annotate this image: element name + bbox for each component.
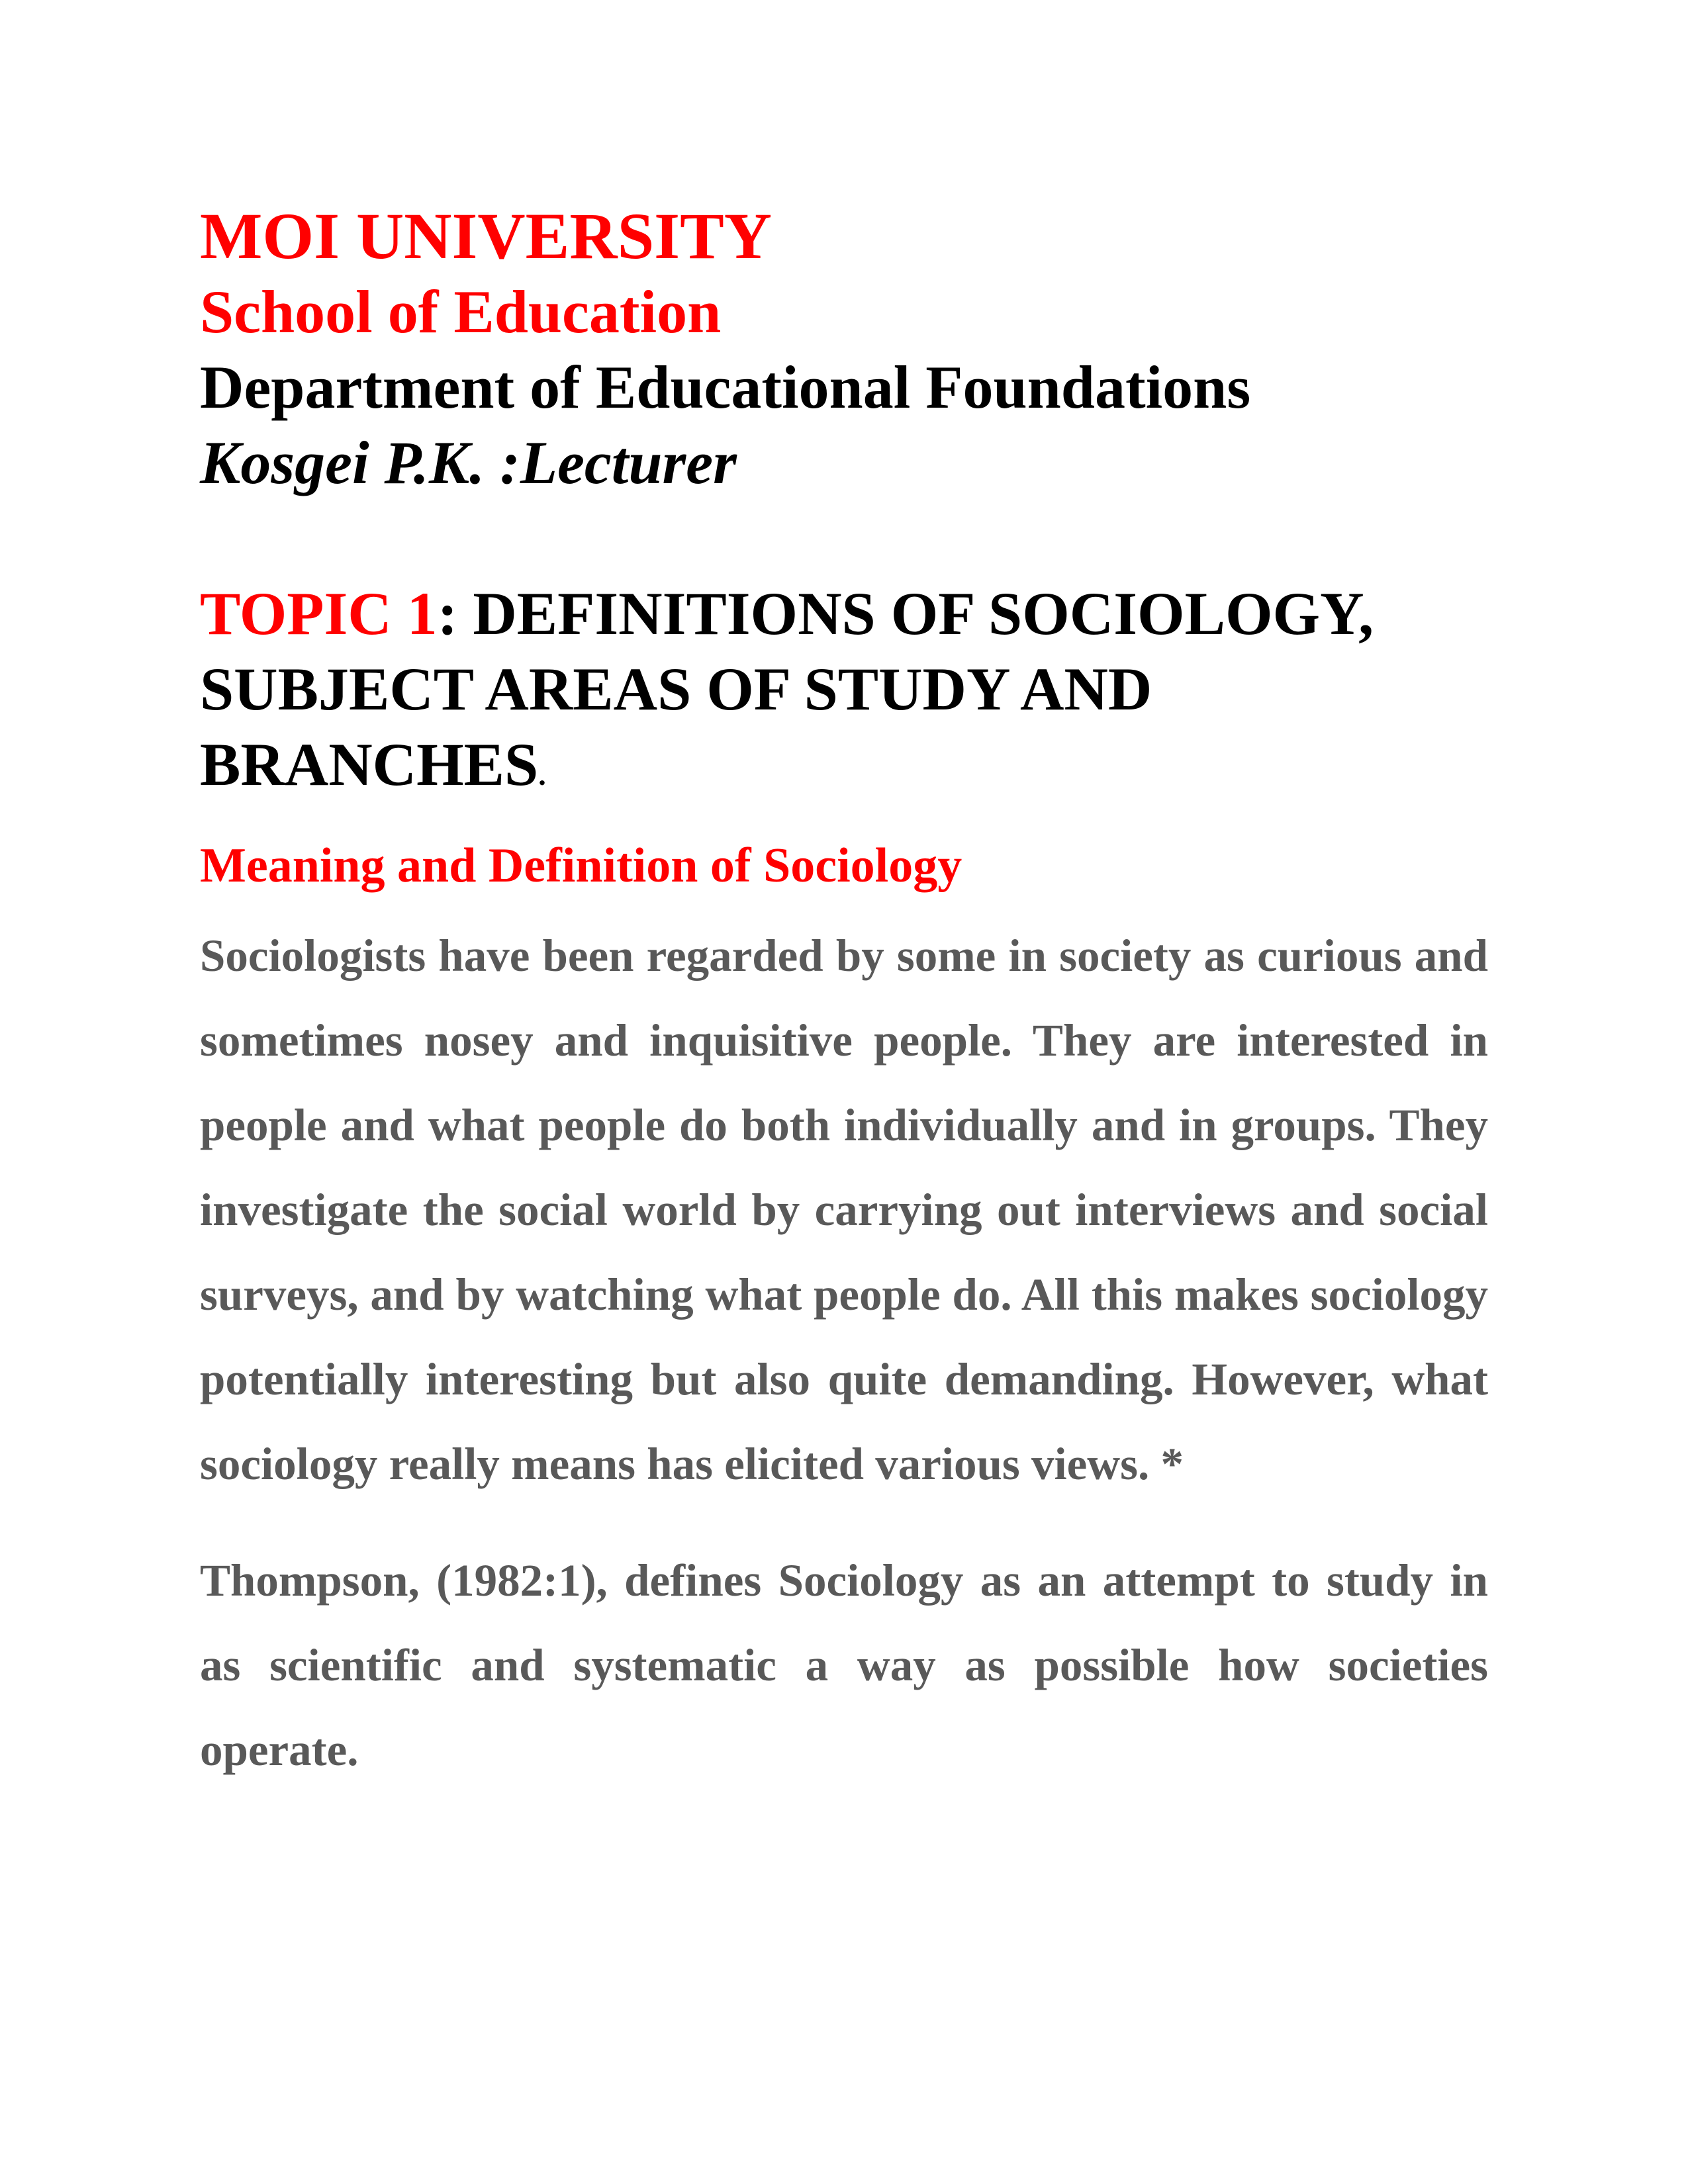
body-paragraph-definition: Thompson, (1982:1), defines Sociology as an attempt to study in as scientific and systematic a way as possible how societies operate. [200,1555,1488,1775]
university-name: MOI UNIVERSITY [200,199,773,273]
topic-heading [200,576,1488,813]
school-name: School of Education [200,278,722,345]
department-name: Department of Educational Foundations [200,353,1251,421]
body-paragraph-intro: Sociologists have been regarded by some in society as curious and sometimes nosey and inquisitive people. They are interested in people and what people do both individually and in groups. They investigate the social world by carrying out interviews and social surveys, and by watching what people do. All this makes sociology potentially interesting but also quite demanding. However, what sociology really means has elicited various views. * [200,931,1488,1489]
topic-label: TOPIC 1 [200,580,438,647]
lecturer-line: Kosgei P.K. :Lecturer [200,429,737,496]
document-content [200,199,1488,1792]
topic-title: : DEFINITIONS OF SOCIOLOGY, SUBJECT AREAS OF STUDY AND BRANCHES [200,580,1374,798]
section-heading: Meaning and Definition of Sociology [200,839,962,893]
topic-end-mark: . [538,758,546,792]
